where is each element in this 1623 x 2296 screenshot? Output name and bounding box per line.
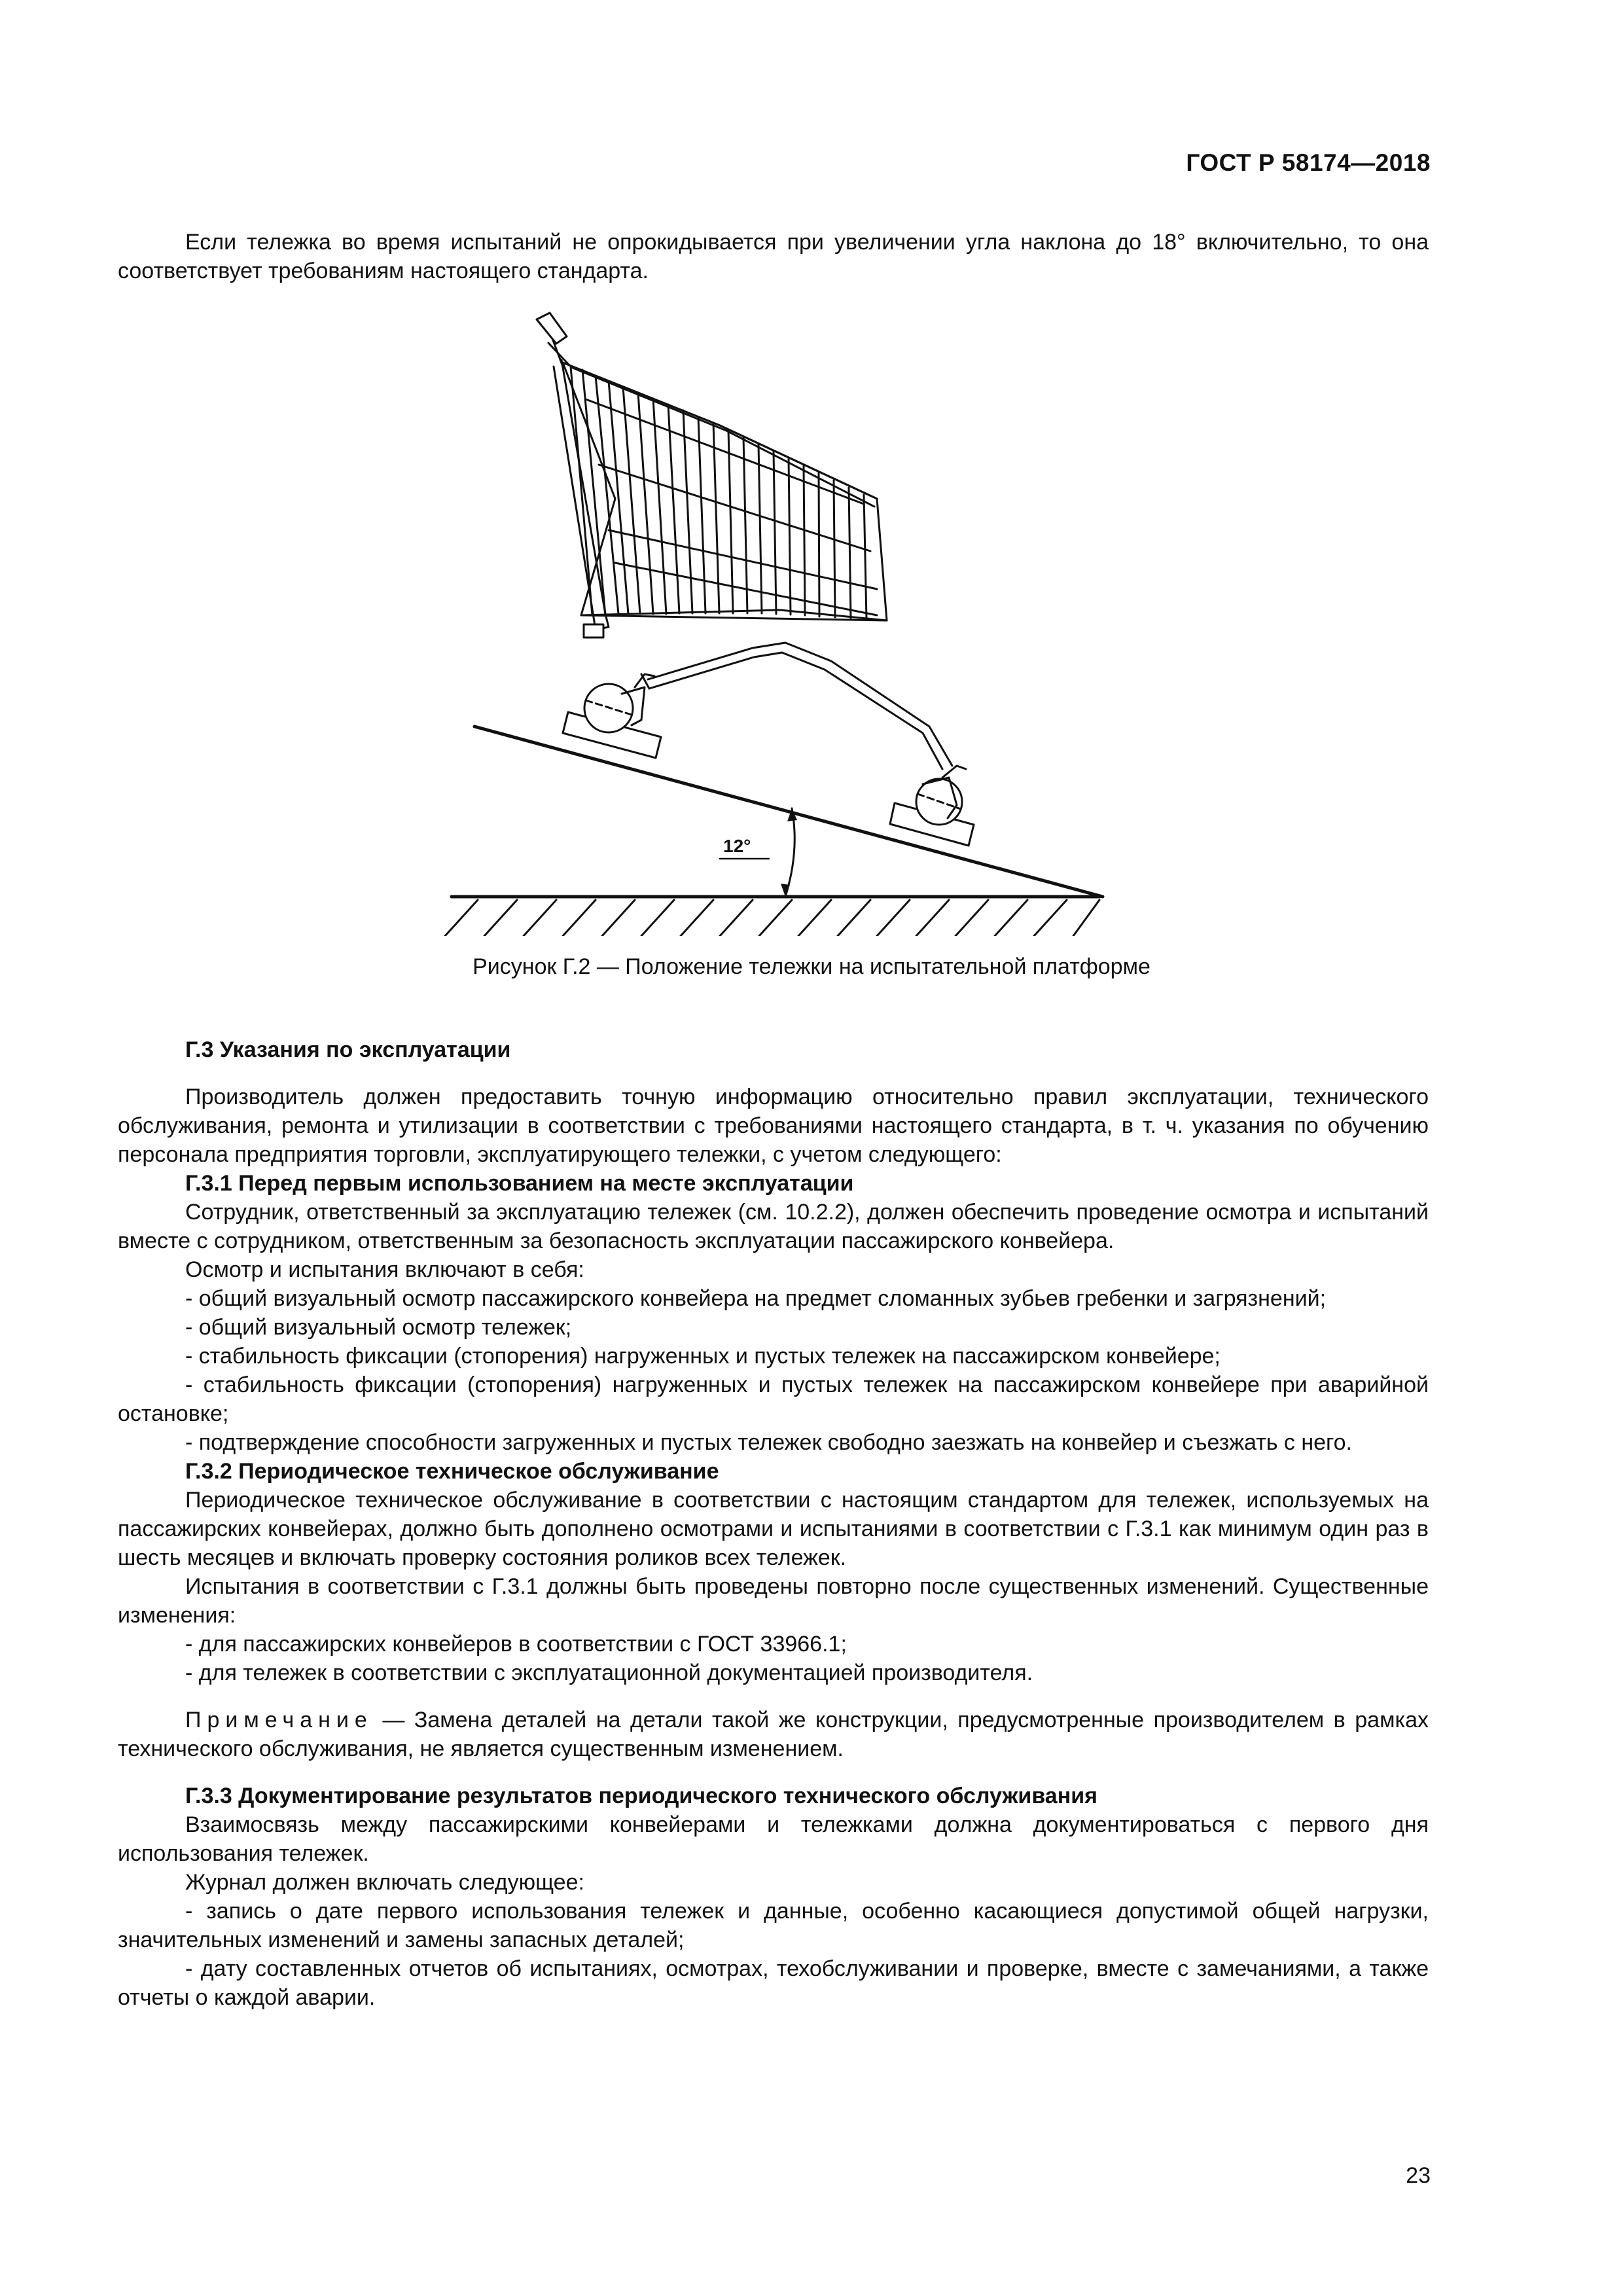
- section-g3: [118, 1035, 1429, 2012]
- note: [118, 1706, 1429, 1763]
- list-item: - стабильность фиксации (стопорения) нагруженных и пустых тележек на пассажирском конвейере при аварийной остановке;: [118, 1372, 1429, 1426]
- section-g32-paragraph: Испытания в соответствии с Г.3.1 должны быть проведены повторно после существенных изменений. Существенные изменения:: [118, 1574, 1429, 1628]
- figure-cart-on-platform: [419, 308, 1139, 936]
- list-item: - запись о дате первого использования тележек и данные, особенно касающиеся допустимой общей нагрузки, значительных изменений и замены запасных деталей;: [118, 1899, 1429, 1952]
- angle-label: 12°: [723, 836, 751, 856]
- cart-basket: [554, 360, 887, 637]
- right-wheel-block: [890, 766, 974, 846]
- figure-caption: Рисунок Г.2 — Положение тележки на испытательной платформе: [473, 954, 1150, 979]
- section-g33-heading: Г.3.3 Документирование результатов периодического технического обслуживания: [185, 1784, 1097, 1808]
- list-item: - общий визуальный осмотр пассажирского конвейера на предмет сломанных зубьев гребенки и загрязнений;: [185, 1286, 1327, 1311]
- cart-drawing: [419, 308, 1139, 936]
- list-item: - для пассажирских конвейеров в соответствии с ГОСТ 33966.1;: [185, 1632, 847, 1657]
- note-text: — Замена деталей на детали такой же конструкции, предусмотренные производителем в рамках технического обслуживания, не является существенным изменением.: [118, 1708, 1429, 1761]
- intro-paragraph-block: [118, 228, 1429, 285]
- note-label: Примечание: [185, 1708, 373, 1732]
- page-number: 23: [1406, 2163, 1431, 2188]
- section-g33-list-intro: Журнал должен включать следующее:: [185, 1870, 584, 1895]
- cart-handle: [537, 313, 569, 367]
- intro-paragraph: Если тележка во время испытаний не опрокидывается при увеличении угла наклона до 18° включительно, то она соответствует требованиям настоящего стандарта.: [118, 230, 1429, 283]
- left-wheel-block: [563, 674, 661, 758]
- angle-arc: [785, 808, 794, 897]
- list-item: - стабильность фиксации (стопорения) нагруженных и пустых тележек на пассажирском конвейере;: [185, 1344, 1221, 1369]
- list-item: - дату составленных отчетов об испытаниях, осмотрах, техобслуживании и проверке, вместе с замечаниями, а также отчеты о каждой аварии.: [118, 1956, 1429, 2010]
- ground-hatching: [445, 900, 1099, 936]
- section-g31-paragraph: Сотрудник, ответственный за эксплуатацию тележек (см. 10.2.2), должен обеспечить проведение осмотра и испытаний вместе с сотрудником, ответственным за безопасность эксплуатации пассажирского конвейера.: [118, 1200, 1429, 1253]
- inclined-platform: [474, 726, 1103, 897]
- cart-chassis: [641, 643, 952, 769]
- section-g31-list-intro: Осмотр и испытания включают в себя:: [185, 1257, 584, 1282]
- section-g3-heading: Г.3 Указания по эксплуатации: [185, 1037, 511, 1062]
- list-item: - общий визуальный осмотр тележек;: [185, 1315, 572, 1340]
- section-g33-paragraph: Взаимосвязь между пассажирскими конвейерами и тележками должна документироваться с первого дня использования тележек.: [118, 1812, 1429, 1866]
- section-g32-heading: Г.3.2 Периодическое техническое обслуживание: [185, 1459, 719, 1484]
- list-item: - подтверждение способности загруженных и пустых тележек свободно заезжать на конвейер и съезжать с него.: [185, 1430, 1353, 1455]
- section-g32-paragraph: Периодическое техническое обслуживание в соответствии с настоящим стандартом для тележек, используемых на пассажирских конвейерах, должно быть дополнено осмотрами и испытаниями в соответствии с Г.3.1 как минимум один раз в шесть месяцев и включать проверку состояния роликов всех тележек.: [118, 1488, 1429, 1570]
- document-code: ГОСТ Р 58174—2018: [1186, 149, 1431, 176]
- list-item: - для тележек в соответствии с эксплуатационной документацией производителя.: [185, 1660, 1033, 1685]
- section-g31-heading: Г.3.1 Перед первым использованием на месте эксплуатации: [185, 1171, 854, 1196]
- section-g3-paragraph: Производитель должен предоставить точную информацию относительно правил эксплуатации, технического обслуживания, ремонта и утилизации в соответствии с требованиями настоящего стандарта, в т. ч. указания по обучению персонала предприятия торговли, эксплуатирующего тележки, с учетом следующего:: [118, 1085, 1429, 1167]
